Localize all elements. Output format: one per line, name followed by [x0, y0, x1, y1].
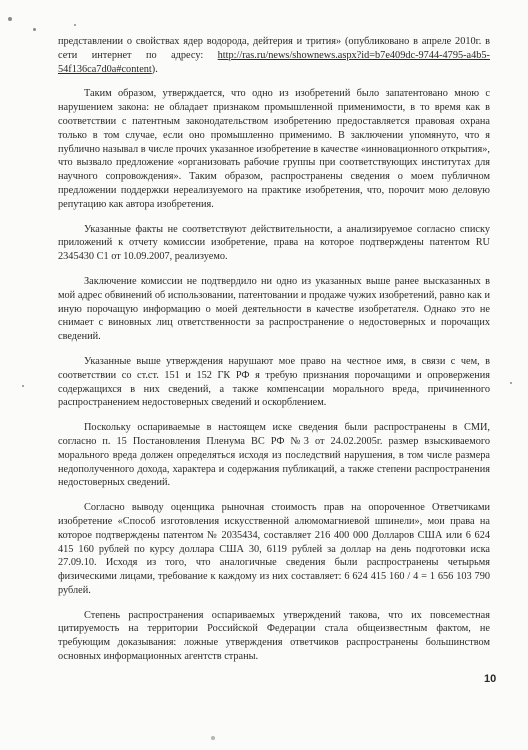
paragraph: Указанные факты не соответствуют действительности, а анализируемое согласно списку приложений к отчету комиссии изобретение, права на которое подтверждены патентом RU 2345430 C1 от 10.09.2007, реализуемо.	[58, 223, 490, 263]
scan-speck	[510, 382, 512, 384]
scan-speck	[74, 24, 76, 26]
paragraph: Степень распространения оспариваемых утверждений такова, что их повсеместная цитируемость на территории Российской Федерации стала общеизвестным фактом, не требующим доказывания: ложные утверждения ответчиков распространены большинством основных информационных агентств страны.	[58, 609, 490, 663]
scan-speck	[22, 385, 24, 387]
paragraph: Согласно выводу оценщика рыночная стоимость прав на опороченное Ответчиками изобретение «Способ изготовления искусственной алюмомагниевой шпинели», мои права на которое подтверждены патентом № 2035434, составляет 216 400 000 Долларов США или 6 624 415 160 рублей по курсу доллара США 30, 6119 рублей за доллар на день подготовки иска 27.09.10. Исходя из того, что аналогичные сведения были распространены четырьмя физическими лицами, требование к каждому из них составляет: 6 624 415 160 / 4 = 1 656 103 790 рублей.	[58, 502, 490, 596]
scan-speck	[33, 28, 36, 31]
scan-speck	[8, 17, 12, 21]
paragraph: Поскольку оспариваемые в настоящем иске сведения были распространены в СМИ, согласно п. 15 Постановления Пленума ВС РФ №3 от 24.02.2005г. размер взыскиваемого морального вреда должен определяться исходя из последствий нарушения, в том числе размера недополученного дохода, характера и содержания публикаций, а также степени распространения недостоверных сведений.	[58, 422, 490, 489]
paragraph-text: ).	[151, 63, 158, 75]
scan-speck	[211, 736, 215, 740]
paragraph: Таким образом, утверждается, что одно из изобретений было запатентовано мною с нарушением закона: не обладает признаком промышленной применимости, в то время как в соответствии с патентным законодательством изобретению предоставляется правовая охрана только в том случае, если оно промышленно применимо. В заключении упомянуто, что я публично называл в числе прочих указанное изобретение в качестве «инновационного открытия», что вызвало предложение «организовать рабочие группы при соответствующих институтах для научного сопровождения». Таким образом, распространены сведения о моем публичном предложении поддержки нереализуемого на практике изобретения, что, порочит мою деловую репутацию как автора изобретения.	[58, 88, 490, 210]
paragraph: Указанные выше утверждения нарушают мое право на честное имя, в связи с чем, в соответствии со ст.ст. 151 и 152 ГК РФ я требую признания порочащими и опровержения содержащихся в них сведений, а также компенсации морального вреда, причиненного распространением недостоверных сведений и оскорблением.	[58, 355, 490, 409]
page-number: 10	[484, 673, 497, 685]
news-link[interactable]: http://ras.ru/news/shownews.aspx?id=b7e409dc-9744-4795-a4b5-54f136ca7d0a#content	[58, 49, 490, 75]
paragraph-text: представлении о свойствах ядер водорода, дейтерия и трития» (опубликовано в апреле 2010г. в сети интернет по адресу:	[58, 36, 490, 61]
document-body	[58, 35, 490, 664]
paragraph: Заключение комиссии не подтвердило ни одно из указанных выше ранее высказанных в мой адрес обвинений об использовании, патентовании и продаже чужих изобретений, равно как и иную порочащую информацию о моей деятельности в качестве изобретателя. Однако это не снимает с виновных лиц ответственности за распространение о недостоверных и порочащих сведений.	[58, 275, 490, 343]
paragraph-source-reference	[58, 35, 490, 76]
